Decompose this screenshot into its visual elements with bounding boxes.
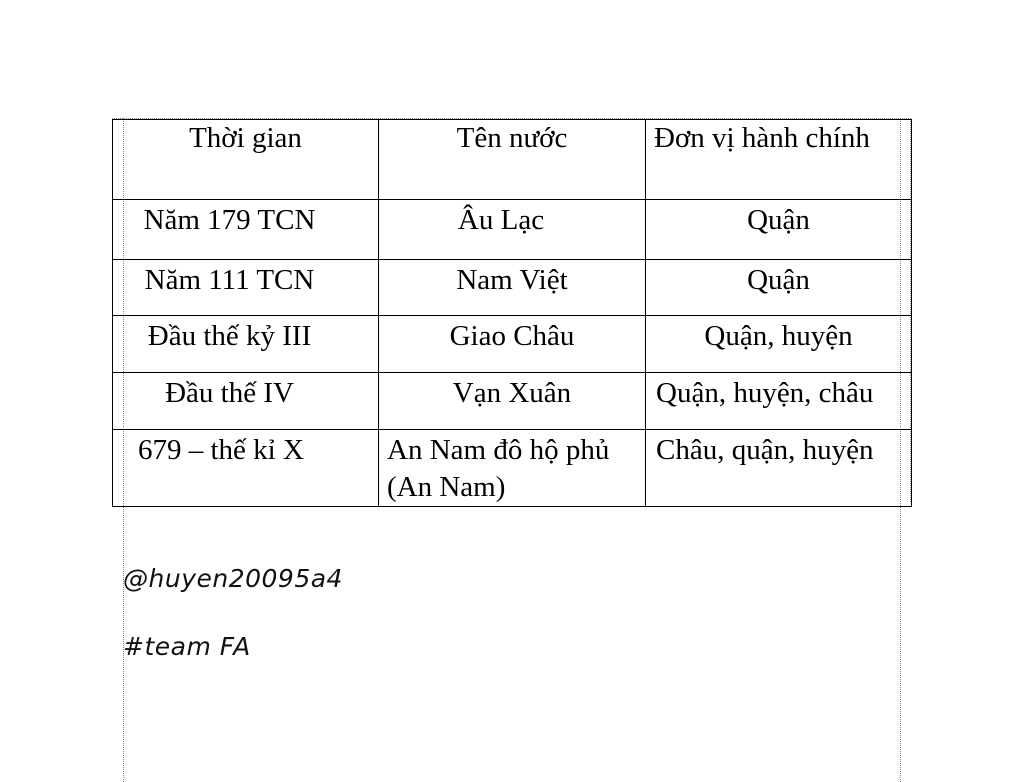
header-admin-unit[interactable]: Đơn vị hành chính bbox=[646, 120, 912, 200]
cell-admin-unit[interactable]: Quận, huyện, châu bbox=[646, 373, 912, 430]
cell-admin-unit[interactable]: Châu, quận, huyện bbox=[646, 430, 912, 507]
header-country-name[interactable]: Tên nước bbox=[379, 120, 646, 200]
table-row bbox=[113, 200, 912, 260]
table-header-row bbox=[113, 120, 912, 200]
header-time[interactable]: Thời gian bbox=[113, 120, 379, 200]
cell-time[interactable]: Năm 179 TCN bbox=[113, 200, 379, 260]
team-tag: #team FA bbox=[123, 632, 251, 661]
cell-country[interactable]: An Nam đô hộ phủ (An Nam) bbox=[379, 430, 646, 507]
cell-country[interactable]: Nam Việt bbox=[379, 260, 646, 316]
table-row bbox=[113, 373, 912, 430]
cell-country[interactable]: Giao Châu bbox=[379, 316, 646, 373]
cell-country[interactable]: Âu Lạc bbox=[379, 200, 646, 260]
table-row bbox=[113, 316, 912, 373]
cell-admin-unit[interactable]: Quận bbox=[646, 260, 912, 316]
cell-time[interactable]: 679 – thế kỉ X bbox=[113, 430, 379, 507]
cell-time[interactable]: Đầu thế IV bbox=[113, 373, 379, 430]
cell-admin-unit[interactable]: Quận bbox=[646, 200, 912, 260]
cell-time[interactable]: Năm 111 TCN bbox=[113, 260, 379, 316]
table-row bbox=[113, 430, 912, 507]
cell-country[interactable]: Vạn Xuân bbox=[379, 373, 646, 430]
cell-admin-unit[interactable]: Quận, huyện bbox=[646, 316, 912, 373]
history-table bbox=[112, 119, 912, 507]
table-row bbox=[113, 260, 912, 316]
cell-time[interactable]: Đầu thế kỷ III bbox=[113, 316, 379, 373]
author-handle: @huyen20095a4 bbox=[123, 564, 343, 593]
